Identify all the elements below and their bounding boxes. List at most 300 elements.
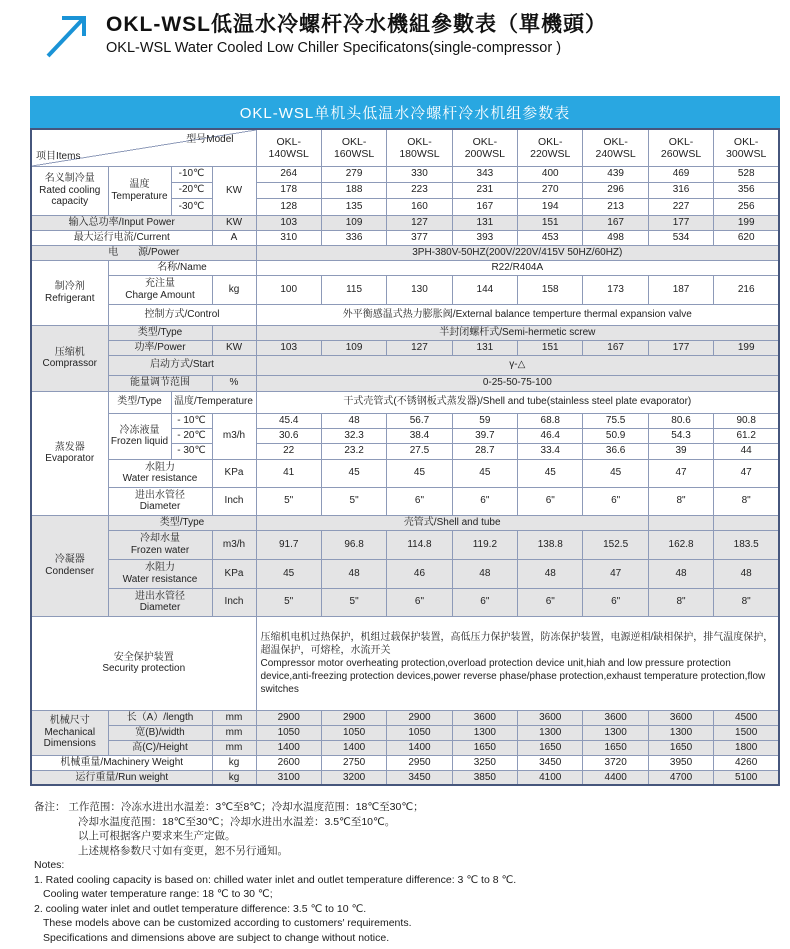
value-cell: 400 [518, 166, 583, 182]
value-cell: 4500 [714, 710, 779, 725]
value-cell: 3200 [321, 770, 386, 785]
value-cell: 152.5 [583, 530, 648, 559]
row-label: - 10℃ [171, 413, 212, 428]
value-cell: 223 [387, 182, 452, 198]
value-cell: 187 [648, 275, 713, 304]
value-cell: 127 [387, 215, 452, 230]
value-cell: 528 [714, 166, 779, 182]
value-cell: 167 [583, 215, 648, 230]
row-label [108, 487, 212, 515]
model-prefix: OKL- [472, 135, 498, 148]
value-cell: 1300 [648, 725, 713, 740]
value-cell: 316 [648, 182, 713, 198]
value-cell: 1050 [387, 725, 452, 740]
value-cell: 167 [452, 198, 517, 215]
note-line: These models above can be customized according to customers′ requirements. [43, 917, 412, 929]
value-cell: 2750 [321, 755, 386, 770]
unit-cell: KW [212, 166, 256, 215]
energy-range-row [31, 375, 779, 391]
row-label: 类型/Type [108, 325, 212, 340]
unit-cell: kg [212, 755, 256, 770]
value-cell: 45 [452, 459, 517, 487]
value-cell: 178 [256, 182, 321, 198]
value-cell: 1650 [583, 740, 648, 755]
cond-resistance-row [31, 559, 779, 588]
value-cell: 2900 [321, 710, 386, 725]
value-cell: 6" [583, 588, 648, 616]
value-cell: 199 [714, 215, 779, 230]
value-cell: 158 [518, 275, 583, 304]
note-line: 上述规格参数尺寸如有变更，恕不另行通知。 [78, 844, 288, 857]
value-cell: 183.5 [714, 530, 779, 559]
value-cell: 1650 [648, 740, 713, 755]
note-line: 2. cooling water inlet and outlet temperature difference: 3.5 ℃ to 10 ℃. [34, 902, 367, 915]
label-en: Rated cooling capacity [39, 184, 101, 208]
note-line: 以上可根据客户要求来生产定做。 [78, 830, 236, 842]
value-cell: 216 [714, 275, 779, 304]
model-header [648, 129, 713, 166]
value-cell: 50.9 [583, 428, 648, 443]
row-label: 能量调节范围 [108, 375, 212, 391]
value-cell: 32.3 [321, 428, 386, 443]
merged-value: γ-△ [256, 355, 779, 375]
model-name: 220WSL [530, 147, 571, 160]
unit-cell: m3/h [212, 530, 256, 559]
length-row [31, 710, 779, 725]
value-cell: 22 [256, 443, 321, 459]
model-header [387, 129, 452, 166]
value-cell: 162.8 [648, 530, 713, 559]
page-title-en: OKL-WSL Water Cooled Low Chiller Specificatons(single-compressor ) [106, 40, 562, 56]
row-label: 控制方式/Control [108, 304, 256, 325]
value-cell: 3100 [256, 770, 321, 785]
note-line: 1. Rated cooling capacity is based on: chilled water inlet and outlet temperature difference: 3 ℃ to 8 ℃. [34, 873, 517, 886]
row-label [108, 588, 212, 616]
value-cell: 109 [321, 340, 386, 355]
notes-block [34, 800, 774, 945]
note-line: Notes: [34, 859, 65, 871]
page-header [44, 10, 607, 60]
value-cell: 256 [714, 198, 779, 215]
corner-items-label: 项目Items [36, 151, 81, 162]
label-en: Frozen water [130, 544, 190, 556]
row-label [108, 275, 212, 304]
value-cell: 128 [256, 198, 321, 215]
model-header [256, 129, 321, 166]
value-cell: 279 [321, 166, 386, 182]
table-title-banner: OKL-WSL单机头低温水冷螺杆冷水机组参数表 [30, 96, 780, 128]
model-header [714, 129, 779, 166]
value-cell: 6" [518, 487, 583, 515]
model-prefix: OKL- [341, 135, 367, 148]
value-cell: 213 [583, 198, 648, 215]
value-cell: 1400 [321, 740, 386, 755]
value-cell: 47 [714, 459, 779, 487]
value-cell: 1650 [452, 740, 517, 755]
value-cell: 48 [648, 559, 713, 588]
section-label-cooling [31, 166, 108, 215]
label-zh: 安全保护装置 [113, 651, 174, 663]
value-cell: 119.2 [452, 530, 517, 559]
model-name: 160WSL [333, 147, 375, 160]
value-cell: 45 [518, 459, 583, 487]
model-name: 260WSL [660, 147, 702, 160]
cooling-row-minus10 [31, 166, 779, 182]
value-cell: 6" [452, 487, 517, 515]
row-label: 温度/Temperature [171, 391, 256, 413]
row-label: 启动方式/Start [108, 355, 256, 375]
label-zh: 冷凝器 [54, 554, 85, 565]
model-header [321, 129, 386, 166]
compressor-power-row [31, 340, 779, 355]
label-en: Temperature [111, 190, 168, 202]
label-en: Diameter [139, 501, 181, 512]
corner-cell [31, 129, 256, 166]
value-cell: 23.2 [321, 443, 386, 459]
value-cell: 3600 [648, 710, 713, 725]
control-row [31, 304, 779, 325]
value-cell: 38.4 [387, 428, 452, 443]
merged-value: R22/R404A [256, 260, 779, 275]
value-cell: 39 [648, 443, 713, 459]
label-zh: 蒸发器 [54, 441, 85, 453]
model-prefix: OKL- [276, 135, 301, 148]
section-label-dimensions [31, 710, 108, 755]
security-text-en: Compressor motor overheating protection,overload protection device unit,hiah and low pressure protection device,anti-freezing protection devices,power reverse phase/phase protection,exhaust temperature protection,flow switches [260, 657, 766, 695]
value-cell: 330 [387, 166, 452, 182]
cooling-water-row [31, 530, 779, 559]
row-label: 宽(B)/width [108, 725, 212, 740]
row-label [108, 413, 171, 459]
value-cell: 336 [321, 230, 386, 245]
value-cell: 3450 [387, 770, 452, 785]
value-cell: 199 [714, 340, 779, 355]
value-cell: 8" [648, 487, 713, 515]
row-label: -20℃ [171, 182, 212, 198]
unit-cell: kg [212, 770, 256, 785]
label-en: Frozen liquid [110, 436, 169, 447]
value-cell: 109 [321, 215, 386, 230]
value-cell: 36.6 [583, 443, 648, 459]
value-cell: 6" [452, 588, 517, 616]
value-cell: 1300 [518, 725, 583, 740]
model-name: 240WSL [595, 147, 636, 160]
model-name: 200WSL [464, 147, 505, 160]
row-label: -10℃ [171, 166, 212, 182]
value-cell: 138.8 [518, 530, 583, 559]
row-label [108, 530, 212, 559]
value-cell: 127 [387, 340, 452, 355]
value-cell: 270 [518, 182, 583, 198]
value-cell: 8" [648, 588, 713, 616]
value-cell: 61.2 [714, 428, 779, 443]
corner-model-label: 型号Model [186, 134, 234, 145]
label-zh: 压缩机 [54, 346, 85, 358]
row-label: 运行重量/Run weight [31, 770, 212, 785]
label-zh: 进出水管径 [135, 590, 185, 602]
merged-value: 0-25-50-75-100 [256, 375, 779, 391]
page-title-block [106, 10, 607, 58]
value-cell: 194 [518, 198, 583, 215]
value-cell: 48 [321, 413, 386, 428]
value-cell: 343 [452, 166, 517, 182]
model-name: 140WSL [268, 147, 309, 160]
value-cell: 6" [518, 588, 583, 616]
merged-value: 3PH-380V-50HZ(200V/220V/415V 50HZ/60HZ) [256, 245, 779, 260]
value-cell: 48 [518, 559, 583, 588]
model-prefix: OKL- [733, 135, 759, 148]
value-cell: 160 [387, 198, 452, 215]
value-cell: 3720 [583, 755, 648, 770]
row-label: 功率/Power [108, 340, 212, 355]
value-cell: 231 [452, 182, 517, 198]
value-cell: 39.7 [452, 428, 517, 443]
section-label-compressor [31, 325, 108, 391]
value-cell: 30.6 [256, 428, 321, 443]
label-en: Refrigerant [45, 292, 95, 304]
value-cell: 100 [256, 275, 321, 304]
value-cell: 46.4 [518, 428, 583, 443]
value-cell: 45.4 [256, 413, 321, 428]
value-cell: 144 [452, 275, 517, 304]
unit-cell: KW [212, 215, 256, 230]
value-cell: 46 [387, 559, 452, 588]
unit-cell: A [212, 230, 256, 245]
value-cell: 2900 [256, 710, 321, 725]
model-header [583, 129, 648, 166]
value-cell: 6" [583, 487, 648, 515]
value-cell: 45 [256, 559, 321, 588]
value-cell: 296 [583, 182, 648, 198]
merged-value: 半封闭螺杆式/Semi-hermetic screw [256, 325, 779, 340]
value-cell: 377 [387, 230, 452, 245]
row-label: -30℃ [171, 198, 212, 215]
value-cell: 5" [321, 588, 386, 616]
empty-cell [648, 515, 713, 530]
charge-amount-row [31, 275, 779, 304]
label-zh: 机械尺寸 [49, 715, 90, 727]
value-cell: 3600 [518, 710, 583, 725]
value-cell: 1400 [256, 740, 321, 755]
value-cell: 33.4 [518, 443, 583, 459]
condenser-type-row [31, 515, 779, 530]
model-header [452, 129, 517, 166]
unit-cell: KPa [212, 459, 256, 487]
value-cell: 6" [387, 487, 452, 515]
value-cell: 1050 [256, 725, 321, 740]
row-label: 类型/Type [108, 515, 256, 530]
value-cell: 3600 [583, 710, 648, 725]
value-cell: 45 [321, 459, 386, 487]
value-cell: 534 [648, 230, 713, 245]
value-cell: 1300 [452, 725, 517, 740]
start-mode-row [31, 355, 779, 375]
value-cell: 2900 [387, 710, 452, 725]
value-cell: 45 [387, 459, 452, 487]
value-cell: 130 [387, 275, 452, 304]
section-label-evaporator [31, 391, 108, 515]
row-label [108, 459, 212, 487]
evaporator-type-row [31, 391, 779, 413]
value-cell: 115 [321, 275, 386, 304]
label-en: Charge Amount [125, 289, 195, 301]
width-row [31, 725, 779, 740]
value-cell: 48 [452, 559, 517, 588]
value-cell: 47 [648, 459, 713, 487]
value-cell: 4400 [583, 770, 648, 785]
value-cell: 56.7 [387, 413, 452, 428]
row-label: 最大运行电流/Current [31, 230, 212, 245]
row-label: - 20℃ [171, 428, 212, 443]
section-label-condenser [31, 515, 108, 616]
page-title-zh: OKL-WSL低温水冷螺杆冷水機組參數表（單機頭） [106, 13, 607, 36]
empty-unit-cell [212, 325, 256, 340]
value-cell: 264 [256, 166, 321, 182]
value-cell: 48 [714, 559, 779, 588]
model-prefix: OKL- [668, 135, 694, 148]
label-en: Evaporator [45, 453, 95, 464]
value-cell: 5100 [714, 770, 779, 785]
label-zh: 温度 [129, 179, 150, 190]
unit-cell: mm [212, 725, 256, 740]
value-cell: 44 [714, 443, 779, 459]
value-cell: 151 [518, 215, 583, 230]
value-cell: 2600 [256, 755, 321, 770]
value-cell: 59 [452, 413, 517, 428]
section-label-security [31, 616, 256, 710]
unit-cell: KPa [212, 559, 256, 588]
label-en: Comprassor [42, 358, 97, 369]
current-row [31, 230, 779, 245]
unit-cell: Inch [212, 588, 256, 616]
value-cell: 1650 [518, 740, 583, 755]
empty-cell [714, 515, 779, 530]
cond-diameter-row [31, 588, 779, 616]
value-cell: 469 [648, 166, 713, 182]
value-cell: 131 [452, 340, 517, 355]
value-cell: 28.7 [452, 443, 517, 459]
value-cell: 227 [648, 198, 713, 215]
temp-label [108, 166, 171, 215]
label-en: Water resistance [122, 573, 198, 585]
value-cell: 5" [321, 487, 386, 515]
value-cell: 96.8 [321, 530, 386, 559]
note-line: 冷却水温度范围：18℃至30℃；冷却水进出水温差：3.5℃至10℃。 [78, 815, 396, 828]
unit-cell: KW [212, 340, 256, 355]
value-cell: 103 [256, 340, 321, 355]
label-en: Water resistance [122, 473, 198, 484]
value-cell: 3250 [452, 755, 517, 770]
value-cell: 41 [256, 459, 321, 487]
power-supply-row [31, 245, 779, 260]
value-cell: 27.5 [387, 443, 452, 459]
value-cell: 310 [256, 230, 321, 245]
unit-cell: kg [212, 275, 256, 304]
row-label: 高(C)/Height [108, 740, 212, 755]
label-zh: 冷却水量 [140, 533, 180, 544]
value-cell: 1050 [321, 725, 386, 740]
section-label-refrigerant [31, 260, 108, 325]
label-en: Mechanical Dimensions [43, 726, 96, 750]
value-cell: 6" [387, 588, 452, 616]
row-label [108, 559, 212, 588]
merged-value: 壳管式/Shell and tube [256, 515, 648, 530]
value-cell: 45 [583, 459, 648, 487]
note-line: 备注： 工作范围：冷冻水进出水温差：3℃至8℃；冷却水温度范围：18℃至30℃； [34, 801, 424, 813]
value-cell: 4700 [648, 770, 713, 785]
value-cell: 439 [583, 166, 648, 182]
evap-diameter-row [31, 487, 779, 515]
security-text-zh: 压缩机电机过热保护，机组过载保护装置，高低压力保护装置，防冻保护装置，电源逆相/缺相保护，排气温度保护，超温保护，可熔栓，水流开关 [260, 631, 774, 656]
input-power-row [31, 215, 779, 230]
unit-cell: % [212, 375, 256, 391]
value-cell: 173 [583, 275, 648, 304]
value-cell: 90.8 [714, 413, 779, 428]
value-cell: 91.7 [256, 530, 321, 559]
spec-table [30, 128, 780, 786]
label-zh: 名义制冷量 [44, 173, 95, 185]
value-cell: 103 [256, 215, 321, 230]
label-zh: 制冷剂 [54, 281, 85, 292]
value-cell: 3950 [648, 755, 713, 770]
unit-cell: m3/h [212, 413, 256, 459]
label-en: Security protection [102, 663, 186, 674]
value-cell: 3850 [452, 770, 517, 785]
unit-cell: mm [212, 740, 256, 755]
value-cell: 2950 [387, 755, 452, 770]
merged-value: 干式壳管式(不锈钢板式蒸发器)/Shell and tube(stainless steel plate evaporator) [256, 391, 779, 413]
row-label: 长（A）/length [108, 710, 212, 725]
model-name: 300WSL [726, 147, 767, 160]
value-cell: 3600 [452, 710, 517, 725]
model-prefix: OKL- [407, 135, 432, 148]
value-cell: 54.3 [648, 428, 713, 443]
value-cell: 1800 [714, 740, 779, 755]
value-cell: 131 [452, 215, 517, 230]
value-cell: 393 [452, 230, 517, 245]
unit-cell: mm [212, 710, 256, 725]
label-zh: 水阻力 [145, 461, 175, 473]
machinery-weight-row [31, 755, 779, 770]
value-cell: 80.6 [648, 413, 713, 428]
frozen-liquid-minus10-row [31, 413, 779, 428]
label-en: Diameter [139, 602, 181, 613]
value-cell: 1400 [387, 740, 452, 755]
value-cell: 8" [714, 588, 779, 616]
label-zh: 水阻力 [145, 562, 175, 573]
row-label: 名称/Name [108, 260, 256, 275]
model-prefix: OKL- [603, 135, 628, 148]
value-cell: 47 [583, 559, 648, 588]
refrigerant-name-row [31, 260, 779, 275]
value-cell: 4260 [714, 755, 779, 770]
value-cell: 498 [583, 230, 648, 245]
row-label: 输入总功率/Input Power [31, 215, 212, 230]
value-cell: 3450 [518, 755, 583, 770]
row-label: 类型/Type [108, 391, 171, 413]
label-en: Condenser [45, 565, 95, 577]
value-cell: 177 [648, 215, 713, 230]
value-cell: 167 [583, 340, 648, 355]
model-prefix: OKL- [538, 135, 563, 148]
unit-cell: Inch [212, 487, 256, 515]
value-cell: 151 [518, 340, 583, 355]
arrow-logo-icon [44, 10, 96, 60]
model-header [518, 129, 583, 166]
value-cell: 114.8 [387, 530, 452, 559]
row-label: - 30℃ [171, 443, 212, 459]
value-cell: 4100 [518, 770, 583, 785]
